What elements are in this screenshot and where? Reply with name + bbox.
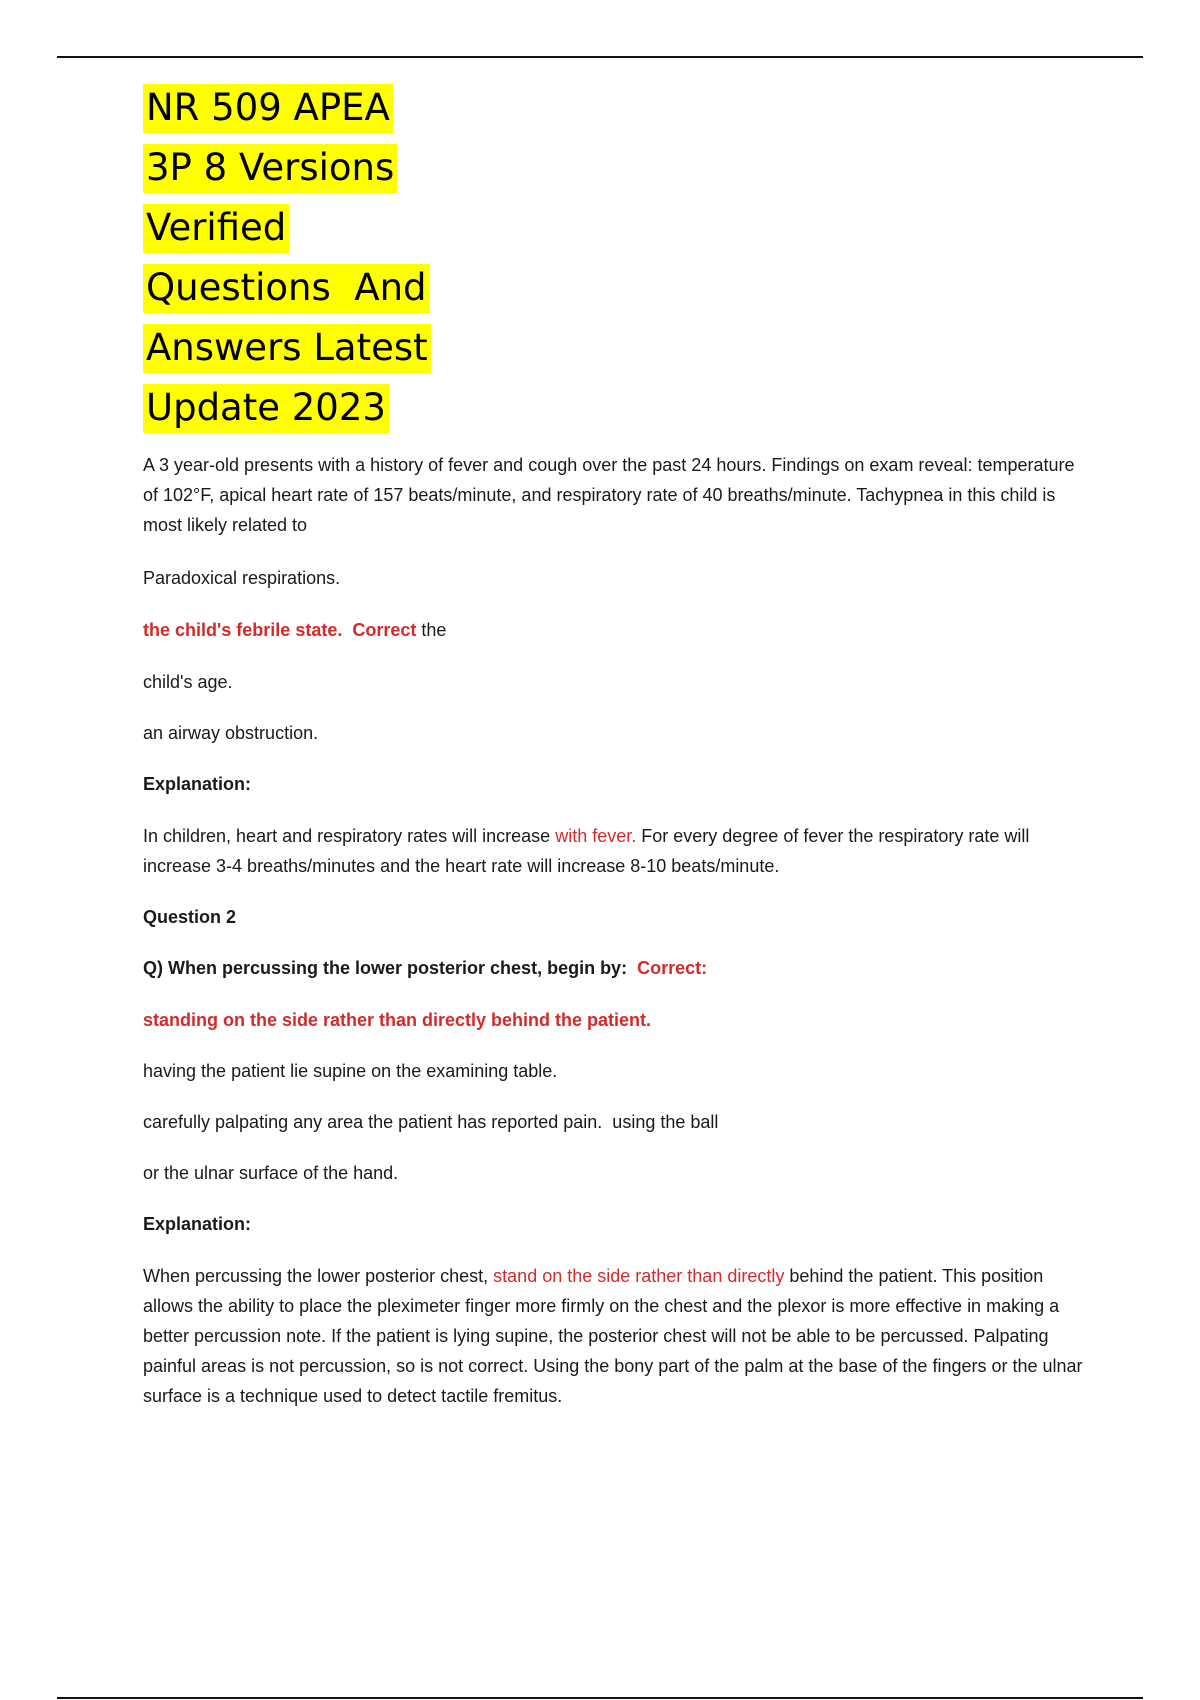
question-1-explanation	[143, 821, 1083, 881]
title-line	[143, 198, 431, 258]
question-2-option-c: carefully palpating any area the patient has reported pain. using the ball	[143, 1112, 719, 1132]
document-title	[143, 78, 431, 438]
title-line-text: Questions And	[143, 264, 430, 313]
question-1-explanation-label: Explanation:	[143, 774, 252, 794]
question-2-stem	[143, 953, 1083, 983]
question-1-option-a: Paradoxical respirations.	[143, 568, 341, 588]
question-2-explanation-pre: When percussing the lower posterior chest,	[143, 1266, 494, 1286]
question-1-correct-label: Correct	[352, 620, 417, 640]
title-line-text: Answers Latest	[143, 324, 431, 373]
question-2-correct-label: Correct:	[637, 958, 708, 978]
question-1-explanation-post: For every degree of fever the respiratory rate will increase 3-4 breaths/minutes and the heart rate will increase 8-10 beats/minute.	[143, 826, 1030, 876]
question-1-option-b	[143, 615, 1083, 645]
question-1-option-d: an airway obstruction.	[143, 723, 319, 743]
question-2-explanation-label: Explanation:	[143, 1214, 252, 1234]
title-line	[143, 378, 431, 438]
title-line	[143, 78, 431, 138]
title-line-text: Verified	[143, 204, 289, 253]
question-1-explanation-pre: In children, heart and respiratory rates will increase	[143, 826, 556, 846]
question-1-option-c: child's age.	[143, 672, 233, 692]
question-1-correct-answer: the child's febrile state.	[143, 620, 343, 640]
title-line	[143, 318, 431, 378]
question-2-heading: Question 2	[143, 907, 237, 927]
title-line	[143, 138, 431, 198]
title-line-text: NR 509 APEA	[143, 84, 393, 133]
title-line-text: Update 2023	[143, 384, 389, 433]
question-1-stem: A 3 year-old presents with a history of fever and cough over the past 24 hours. Findings on exam reveal: temperature of 102°F, apical heart rate of 157 beats/minute, and respiratory rate of 40 breaths/minute. Tachypnea in this child is most likely related to	[143, 455, 1075, 535]
question-1-explanation-highlight: with fever.	[555, 826, 637, 846]
question-2-explanation-post: behind the patient. This position allows the ability to place the pleximeter finger more firmly on the chest and the plexor is more effective in making a better percussion note. If the patient is lying supine, the posterior chest will not be able to be percussed. Palpating painful areas is not percussion, so is not correct. Using the bony part of the palm at the base of the fingers or the ulnar surface is a technique used to detect tactile fremitus.	[143, 1266, 1083, 1406]
question-2-option-b: having the patient lie supine on the examining table.	[143, 1061, 558, 1081]
title-line	[143, 258, 431, 318]
question-2-explanation-highlight: stand on the side rather than directly	[493, 1266, 785, 1286]
question-2-explanation	[143, 1261, 1083, 1411]
question-2-stem-text: Q) When percussing the lower posterior chest, begin by:	[143, 958, 628, 978]
top-rule	[57, 56, 1143, 58]
question-1-option-b-tail: the	[421, 620, 447, 640]
question-2-option-d: or the ulnar surface of the hand.	[143, 1163, 399, 1183]
question-2-correct-answer: standing on the side rather than directly behind the patient.	[143, 1010, 652, 1030]
bottom-rule	[57, 1697, 1143, 1699]
title-line-text: 3P 8 Versions	[143, 144, 397, 193]
